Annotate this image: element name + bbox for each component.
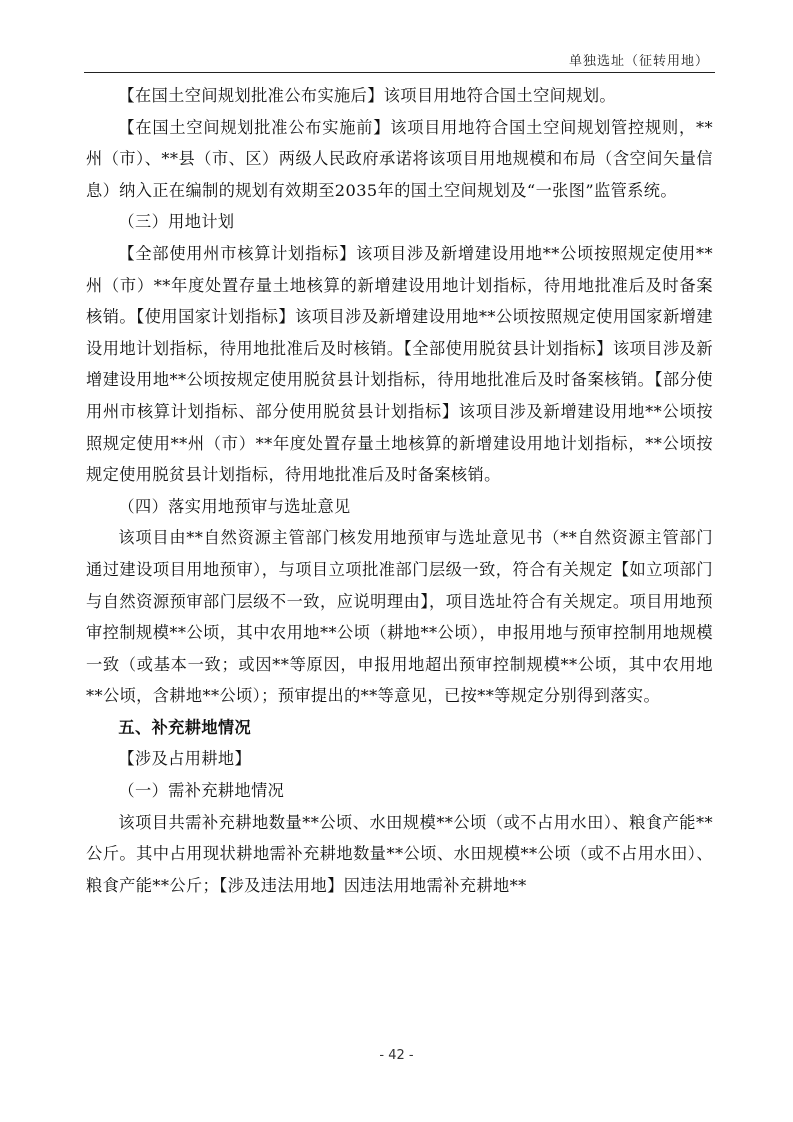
header-title: 单独选址（征转用地） bbox=[568, 54, 709, 69]
paragraph: 该项目共需补充耕地数量**公顷、水田规模**公顷（或不占用水田）、粮食产能**公斤。其中占用现状耕地需补充耕地数量**公顷、水田规模**公顷（或不占用水田）、粮食产能**公斤；【涉及违法用地】因违法用地需补充耕地** bbox=[86, 812, 713, 895]
section-subheading: （三）用地计划 bbox=[118, 212, 235, 232]
paragraph: 【在国土空间规划批准公布实施后】该项目用地符合国土空间规划。 bbox=[118, 86, 617, 105]
paragraph: 【全部使用州市核算计划指标】该项目涉及新增建设用地**公顷按照规定使用**州（市）**年度处置存量土地核算的新增建设用地计划指标，待用地批准后及时备案核销。【使用国家计划指标】该项目涉及新增建设用地**公顷按照规定使用国家新增建设用地计划指标，待用地批准后及时核销。【全部使用脱贫县计划指标】该项目涉及新增建设用地**公顷按规定使用脱贫县计划指标，待用地批准后及时备案核销。【部分使用州市核算计划指标、部分使用脱贫县计划指标】该项目涉及新增建设用地**公顷按照规定使用**州（市）**年度处置存量土地核算的新增建设用地计划指标，**公顷按规定使用脱贫县计划指标，待用地批准后及时备案核销。 bbox=[86, 243, 713, 485]
document-body bbox=[86, 80, 713, 901]
paragraph: 【在国土空间规划批准公布实施前】该项目用地符合国土空间规划管控规则，**州（市）、**县（市、区）两级人民政府承诺将该项目用地规模和布局（含空间矢量信息）纳入正在编制的规划有效期至2035年的国土空间规划及“一张图”监管系统。 bbox=[86, 117, 713, 200]
section-subheading: （四）落实用地预审与选址意见 bbox=[118, 496, 351, 516]
page-number: - 42 - bbox=[379, 1048, 414, 1063]
section-subheading: （一）需补充耕地情况 bbox=[118, 781, 285, 801]
page-header bbox=[84, 40, 715, 73]
section-heading: 五、补充耕地情况 bbox=[118, 717, 252, 737]
paragraph: 【涉及占用耕地】 bbox=[118, 749, 252, 769]
paragraph: 该项目由**自然资源主管部门核发用地预审与选址意见书（**自然资源主管部门通过建设项目用地预审），与项目立项批准部门层级一致，符合有关规定【如立项部门与自然资源预审部门层级不一致，应说明理由】，项目选址符合有关规定。项目用地预审控制规模**公顷，其中农用地**公顷（耕地**公顷），申报用地与预审控制用地规模一致（或基本一致；或因**等原因，申报用地超出预审控制规模**公顷，其中农用地**公顷，含耕地**公顷）；预审提出的**等意见，已按**等规定分别得到落实。 bbox=[86, 528, 713, 706]
